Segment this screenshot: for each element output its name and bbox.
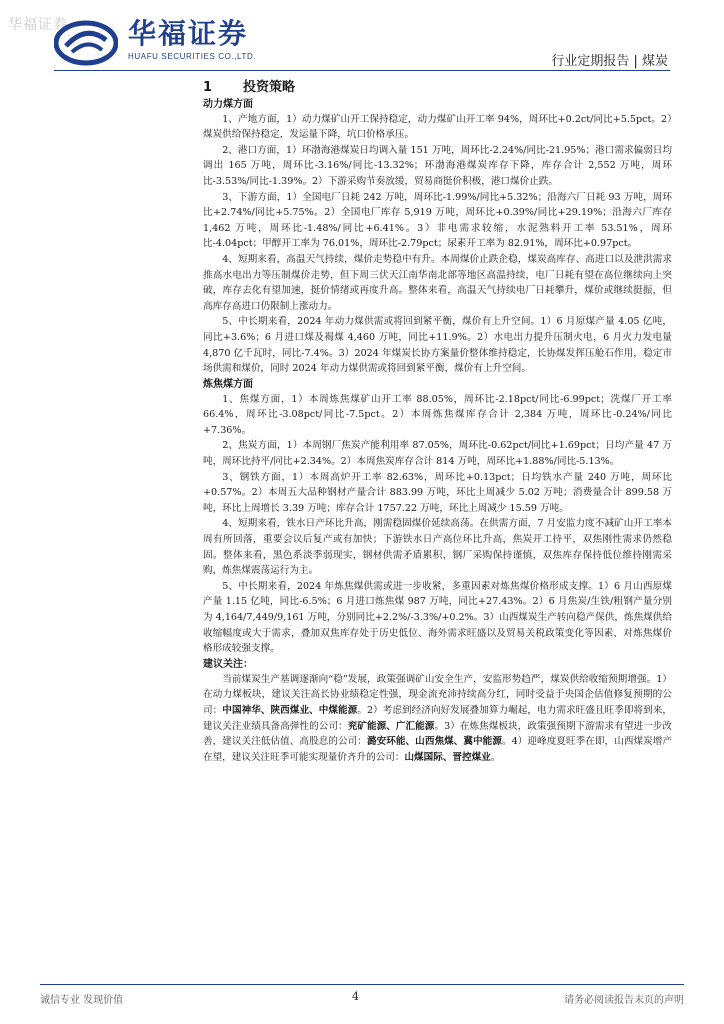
thermal-paragraph-3: 3、下游方面，1）全国电厂日耗 242 万吨，周环比-1.99%/同比+5.32%；沿海六厂日耗 93 万吨，周环比+2.74%/同比+5.75%。2）全国电厂库存 5,919 万吨，周环比+0.39%/同比+29.19%；沿海六厂库存 1,462 万吨，周环比-1.48%/同比+6.41%。3）非电需求较缩，水泥熟料开工率 53.51%，周环比-4.04pct；甲醇开工率为 76.01%，周环比-2.79pct；尿素开工率为 82.91%，周环比+0.97pct。 [203, 191, 672, 250]
watermark: 华福证券 [8, 17, 68, 33]
thermal-paragraph-4: 4、短期来看，高温天气持续，煤价走势稳中有升。本周煤价止跌企稳，煤炭高库存、高进口以及泄洪需求推高水电出力等压制煤价走势，但下周三伏天江南华南北部等地区高温持续，电厂日耗有望在高位继续向上突破，库存去化有望加速，挺价情绪或再度升高。整体来看，高温天气持续电厂日耗攀升，煤价或继续挺振，但高库存高进口仍限制上涨动力。 [203, 253, 672, 312]
coking-paragraph-2: 2、焦炭方面，1）本周钢厂焦炭产能利用率 87.05%，周环比-0.62pct/同比+1.69pct；日均产量 47 万吨，周环比持平/同比+2.34%。2）本周焦炭库存合计 814 万吨，周环比+1.88%/同比-5.13%。 [203, 440, 672, 468]
suggestion-text-3: 。3）在炼焦煤板块，政策强预期下游需求有望进一步改善，建议关注低估值、高股息的公司： [203, 720, 673, 748]
suggestion-text-4: 。4）迎峰度夏旺季在即，山西煤炭增产在望，建议关注旺季可能实现量价齐升的公司： [203, 736, 673, 763]
thermal-coal-heading: 动力煤方面 [203, 98, 253, 110]
footer-disclaimer: 请务必阅读报告末页的声明 [564, 995, 684, 1006]
suggestion-companies-2: 兖矿能源、广汇能源 [347, 720, 435, 732]
footer-divider [40, 984, 684, 985]
suggestion-paragraph [203, 672, 672, 766]
thermal-paragraph-2: 2、港口方面，1）环渤海港煤炭日均调入量 151 万吨，周环比-2.24%/同比-21.95%；港口需求偏弱日均调出 165 万吨，周环比-3.16%/同比-13.32%；环渤海港煤炭库存下降，库存合计 2,552 万吨，周环比-3.53%/同比-1.39%。2）下游采购节奏放缓，贸易商挺价积极，港口煤价止跌。 [203, 144, 672, 187]
brand-name-cn: 华福证券 [128, 17, 249, 50]
coking-paragraph-1: 1、焦煤方面，1）本周炼焦煤矿山开工率 88.05%，周环比-2.18pct/同比-6.99pct；洗煤厂开工率 66.4%，周环比-3.08pct/同比-7.5pct。2）本周炼焦煤库存合计 2,384 万吨，周环比-0.24%/同比+7.36%。 [203, 393, 672, 436]
section-title [203, 80, 672, 96]
company-logo-icon [54, 20, 118, 66]
brand-name-en: HUAFU SECURITIES CO.,LTD. [128, 52, 257, 61]
coking-coal-heading: 炼焦煤方面 [203, 378, 253, 390]
footer-slogan: 诚信专业 发现价值 [40, 995, 124, 1006]
header-divider [54, 70, 670, 71]
coking-paragraph-5: 5、中长期来看，2024 年炼焦煤供需或进一步收紧，多重因素对炼焦煤价格形成支撑。1）6 月山西原煤产量 1.15 亿吨，同比-6.5%；6 月进口炼焦煤 987 万吨，同比+27.43%。2）6 月焦炭/生铁/粗钢产量分别为 4,164/7,449/9,161 万吨，分别同比+2.2%/-3.3%/+0.2%。3）山西煤炭生产转向稳产保供，炼焦煤供给收缩幅度或大于需求，叠加双焦库存处于历史低位、海外需求旺盛以及贸易关税政策变化等因素，对炼焦煤价格形成较强支撑。 [203, 580, 672, 655]
brand [128, 18, 256, 61]
report-body [203, 78, 672, 765]
suggestion-text-2: 。2）考虑到经济向好发展叠加算力崛起，电力需求旺盛且旺季即将到来，建议关注业绩具备高弹性的公司： [203, 704, 673, 732]
section-title-text: 投资策略 [243, 80, 296, 95]
suggestion-companies-1: 中国神华、陕西煤业、中煤能源 [222, 704, 358, 716]
page-number: 4 [352, 990, 359, 1003]
suggestion-text-5: 。 [490, 751, 501, 763]
suggestion-heading: 建议关注： [203, 658, 253, 670]
suggestion-companies-3: 潞安环能、山西焦煤、冀中能源 [366, 736, 502, 748]
coking-paragraph-3: 3、钢铁方面，1）本周高炉开工率 82.63%，周环比+0.13pct；日均铁水产量 240 万吨，周环比+0.57%。2）本周五大品种钢材产量合计 883.99 万吨，环比上周减少 5.02 万吨；消费量合计 899.58 万吨，环比上周增长 3.39 万吨；库存合计 1757.22 万吨，环比上周减少 15.59 万吨。 [203, 471, 672, 514]
thermal-paragraph-1: 1、产地方面，1）动力煤矿山开工保持稳定，动力煤矿山开工率 94%，周环比+0.2ct/同比+5.5pct。2）煤炭供给保持稳定，发运量下降，坑口价格承压。 [203, 113, 672, 141]
section-number: 1 [203, 80, 213, 95]
suggestion-text-1: 当前煤炭生产基调逐渐向“稳”发展，政策强调矿山安全生产，安监形势趋严，煤炭供给收缩预期增强。1）在动力煤板块，建议关注高长协业绩稳定性强，现金流充沛持续高分红，同时受益于央国企估值修复预期的公司： [203, 673, 672, 716]
report-type: 行业定期报告 | 煤炭 [551, 54, 668, 69]
coking-paragraph-4: 4、短期来看，铁水日产环比升高，刚需稳固煤价延续高荡。在供需方面，7 月安监力度不减矿山开工率本周有所回落，重要会议后复产或有加快；下游铁水日产高位环比升高，焦炭开工持平，双焦刚性需求仍然稳固。整体来看，黑色系淡季弱现实，钢材供需矛盾累积，钢厂采购保持谨慎，双焦库存保持低位维持刚需采购，炼焦煤震荡运行为主。 [203, 518, 672, 577]
suggestion-companies-4: 山煤国际、晋控煤业 [404, 751, 491, 763]
thermal-paragraph-5: 5、中长期来看，2024 年动力煤供需或将回到紧平衡，煤价有上升空间。1）6 月原煤产量 4.05 亿吨，同比+3.6%；6 月进口煤及褐煤 4,460 万吨，同比+11.9%。2）水电出力提升压制火电，6 月火力发电量 4,870 亿千瓦时，同比-7.4%。3）2024 年煤炭长协方案量价整体维持稳定，长协煤发挥压舱石作用，稳定市场供需和煤价，同时 2024 年动力煤供需或将回到紧平衡，煤价有上升空间。 [203, 316, 672, 375]
